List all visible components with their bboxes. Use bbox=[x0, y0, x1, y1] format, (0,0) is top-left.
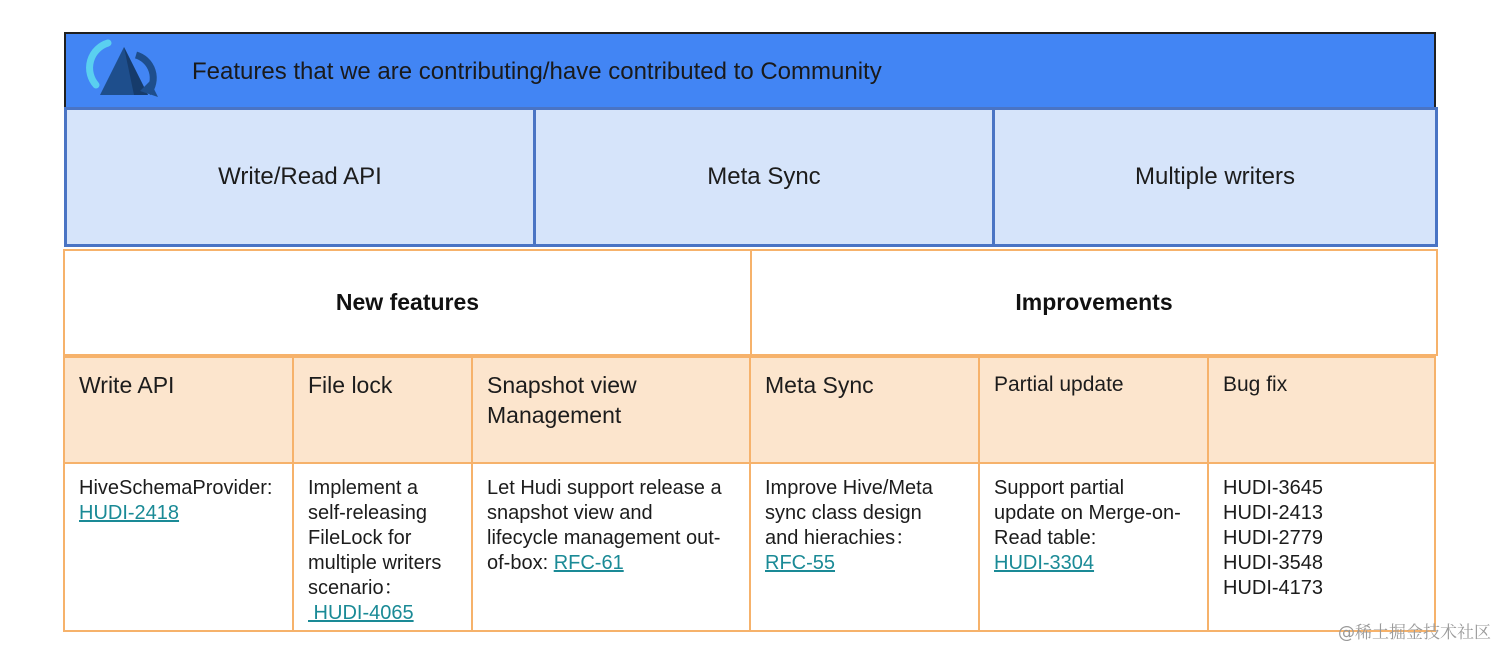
desc-write-api bbox=[63, 462, 294, 632]
bug-id: HUDI-4173 bbox=[1223, 577, 1324, 599]
desc-text-line: and hierachies： bbox=[765, 527, 916, 549]
link-hudi-4065[interactable]: HUDI-4065 bbox=[308, 602, 414, 624]
desc-text-line: self-releasing bbox=[308, 502, 427, 524]
banner-title: Features that we are contributing/have contributed to Community bbox=[192, 58, 882, 85]
feature-partial-update: Partial update bbox=[978, 356, 1209, 466]
hudi-logo-icon bbox=[78, 37, 174, 101]
desc-text-line: sync class design bbox=[765, 502, 922, 524]
feature-bug-fix: Bug fix bbox=[1207, 356, 1436, 466]
category-multiple-writers: Multiple writers bbox=[992, 107, 1438, 247]
desc-snapshot-view bbox=[471, 462, 751, 632]
desc-text-line: Implement a bbox=[308, 477, 419, 499]
desc-meta-sync bbox=[749, 462, 980, 632]
desc-text-line: scenario： bbox=[308, 577, 404, 599]
bug-id: HUDI-3645 bbox=[1223, 477, 1324, 499]
desc-partial-update bbox=[978, 462, 1209, 632]
desc-bug-fix bbox=[1207, 462, 1436, 632]
bug-id: HUDI-3548 bbox=[1223, 552, 1324, 574]
bug-id: HUDI-2413 bbox=[1223, 502, 1324, 524]
desc-text-line: multiple writers bbox=[308, 552, 442, 574]
section-row bbox=[63, 249, 1438, 356]
feature-snapshot-line1: Snapshot view bbox=[487, 372, 637, 398]
watermark: @稀土掘金技术社区 bbox=[1338, 623, 1491, 643]
link-hudi-2418[interactable]: HUDI-2418 bbox=[79, 502, 180, 524]
banner bbox=[64, 32, 1436, 107]
desc-text-line: FileLock for bbox=[308, 527, 412, 549]
feature-snapshot-line2: Management bbox=[487, 402, 622, 428]
bug-id: HUDI-2779 bbox=[1223, 527, 1324, 549]
category-meta-sync: Meta Sync bbox=[533, 107, 995, 247]
desc-text-line: Support partial bbox=[994, 477, 1125, 499]
desc-file-lock bbox=[292, 462, 473, 632]
feature-row bbox=[63, 356, 1438, 466]
category-write-read-api: Write/Read API bbox=[64, 107, 536, 247]
desc-text-line: snapshot view and bbox=[487, 502, 653, 524]
link-rfc-61[interactable]: RFC-61 bbox=[553, 552, 624, 574]
desc-text-line: Let Hudi support release a bbox=[487, 477, 722, 499]
link-rfc-55[interactable]: RFC-55 bbox=[765, 552, 836, 574]
feature-write-api: Write API bbox=[63, 356, 294, 466]
desc-text-line: Read table: bbox=[994, 527, 1097, 549]
description-row bbox=[63, 464, 1438, 634]
desc-text-line: HiveSchemaProvider: bbox=[79, 477, 273, 499]
desc-text-line: update on Merge-on- bbox=[994, 502, 1181, 524]
feature-file-lock: File lock bbox=[292, 356, 473, 466]
desc-text-line: lifecycle management out- bbox=[487, 527, 721, 549]
desc-text-line: Improve Hive/Meta bbox=[765, 477, 933, 499]
link-hudi-3304[interactable]: HUDI-3304 bbox=[994, 552, 1095, 574]
section-new-features: New features bbox=[63, 249, 752, 356]
feature-meta-sync: Meta Sync bbox=[749, 356, 980, 466]
category-row bbox=[64, 107, 1438, 247]
section-improvements: Improvements bbox=[750, 249, 1438, 356]
feature-snapshot-view bbox=[471, 356, 751, 466]
desc-text-prefix: of-box: bbox=[487, 552, 554, 574]
